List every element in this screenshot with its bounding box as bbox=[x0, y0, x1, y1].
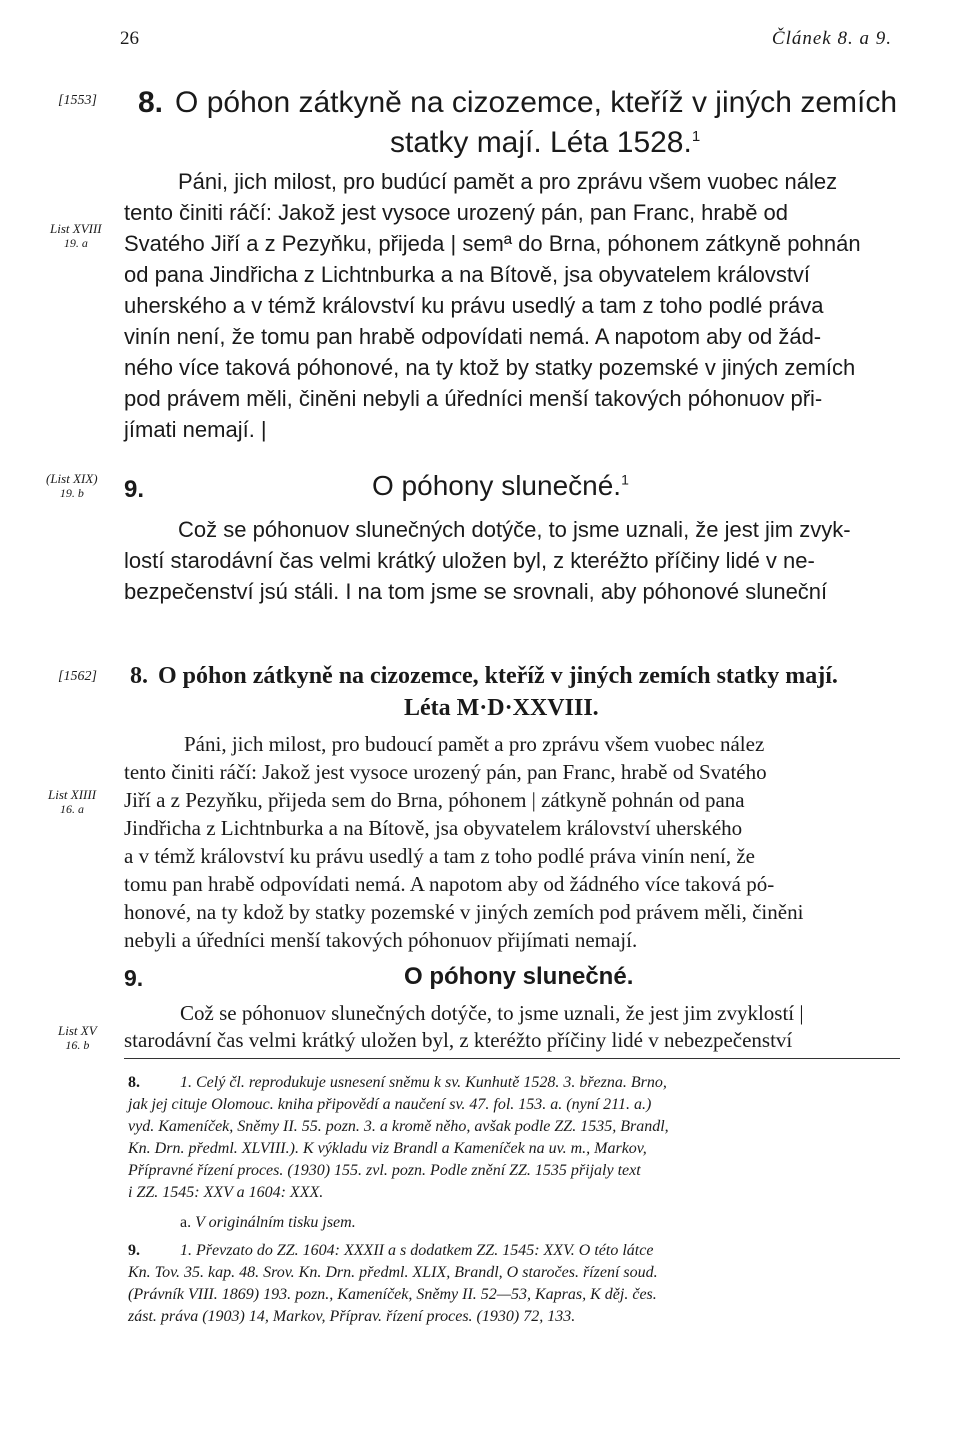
running-title: Článek 8. a 9. bbox=[771, 28, 892, 49]
source-marker-1562: [1562] bbox=[58, 669, 97, 684]
source-marker-1553: [1553] bbox=[58, 93, 97, 108]
footnote-divider bbox=[124, 1058, 900, 1059]
section-8-paragraph: Páni, jich milost, pro budúcí pamět a pro zprávu všem vuobec nález tento činiti ráčí: Jakož jest vysoce urozený pán, pan Franc, hrabě od Svatého Jiří a z Pezyňku, přijeda | semª do Brna, póhonem zátkyně pohnán od pana Jindřicha z Lichtnburka a na Bítově, jsa obyvatelem království uherského a v témž království ku právu usedlý a tam z toho podlé práva vinín není, že tomu pan hrabě odpovídati nemá. A napotom aby od žád- ného více taková póhonové, na ty ktož by statky pozemské v jiných zemích pod právem měli, činěni nebyli a úředníci menší takových póhonuov při- jímati nemají. | bbox=[124, 169, 861, 442]
section-9-title: O póhony slunečné.$^1$ bbox=[372, 470, 629, 501]
section-8-new-title-line2: Léta M·D·XXVIII. bbox=[404, 695, 599, 721]
section-9-new-title: O póhony slunečné. bbox=[404, 963, 634, 990]
footnote-9: 9. 1. Převzato do ZZ. 1604: XXXII a s dodatkem ZZ. 1545: XXV. O této látce Kn. Tov. 35. kap. 48. Srov. Kn. Drn. předml. XLIX, Brandl, O staročes. řízení soud. (Právník VIII. 1869) 193. pozn., Kameníček, Sněmy II. 52—53, Kapras, K děj. čes. zást. práva (1903) 14, Markov, Příprav. řízení proces. (1930) 72, 133. bbox=[128, 1242, 658, 1325]
section-9-paragraph: Což se póhonuov slunečných dotýče, to jsme uznali, že jest jim zvyk- lostí starodávní čas velmi krátký uložen byl, z kteréžto příčiny lidé v ne- bezpečenství jsú stáli. I na tom jsme se srovnali, aby póhonové sluneční bbox=[124, 517, 851, 604]
section-8-title-line2: statky mají. Léta 1528.$^1$ bbox=[390, 126, 701, 159]
footnote-a: a. V originálním tisku jsem. bbox=[180, 1214, 356, 1231]
section-9-new-paragraph: Což se póhonuov slunečných dotýče, to jsme uznali, že jest jim zvyklostí | starodávní čas velmi krátký uložen byl, z kteréžto příčiny lidé v nebezpečenství bbox=[124, 1001, 804, 1052]
section-8-title-line1 bbox=[138, 86, 897, 120]
footnote-8: 8. 1. Celý čl. reprodukuje usnesení sněmu k sv. Kunhutě 1528. 3. března. Brno, jak jej cituje Olomouc. kniha připovědí a naučení sv. 47. fol. 153. a. (nyní 211. a.) vyd. Kameníček, Sněmy II. 55. pozn. 3. a kromě něho, avšak podle ZZ. 1535, Brandl, Kn. Drn. předml. XLVIII.). K výkladu viz Brandl a Kameníček na uv. m., Markov, Přípravné řízení proces. (1930) 155. zvl. pozn. Podle znění ZZ. 1535 přijaly text i ZZ. 1545: XXV a 1604: XXX. bbox=[128, 1074, 669, 1201]
margin-note-list-xviii: List XVIII 19. a bbox=[50, 221, 102, 250]
section-8-number: 8. bbox=[138, 86, 164, 119]
footnote-ref: 1 bbox=[621, 471, 629, 488]
footnote-ref: 1 bbox=[691, 128, 701, 145]
margin-note-list-xiiii: List XIIII 16. a bbox=[48, 787, 97, 816]
section-8-title-text: O póhon zátkyně na cizozemce, kteříž v jiných zemích bbox=[175, 86, 898, 119]
margin-note-list-xix: (List XIX) 19. b bbox=[46, 471, 98, 500]
section-9-number: 9. bbox=[124, 476, 145, 503]
margin-note-list-xv: List XV 16. b bbox=[58, 1023, 97, 1052]
section-9-new-number: 9. bbox=[124, 965, 144, 991]
section-8-new-paragraph: Páni, jich milost, pro budoucí pamět a pro zprávu všem vuobec nález tento činiti ráčí: Jakož jest vysoce urozený pán, pan Franc, hrabě od Svatého Jiří a z Pezyňku, přijeda sem do Brna, póhonem | zátkyně pohnán od pana Jindřicha z Lichtnburka a na Bítově, jsa obyvatelem království uherského a v témž království ku právu usedlý a tam z toho podlé práva vinín není, že tomu pan hrabě odpovídati nemá. A napotom aby od žádného více taková pó- honové, na ty kdož by statky pozemské v jiných zemích pod právem měli, činěni nebyli a úředníci menší takových póhonuov přijímati nemají. bbox=[124, 732, 804, 952]
section-8-new-title-line1: 8. O póhon zátkyně na cizozemce, kteříž v jiných zemích statky mají. bbox=[130, 663, 838, 689]
page-number: 26 bbox=[120, 28, 139, 49]
